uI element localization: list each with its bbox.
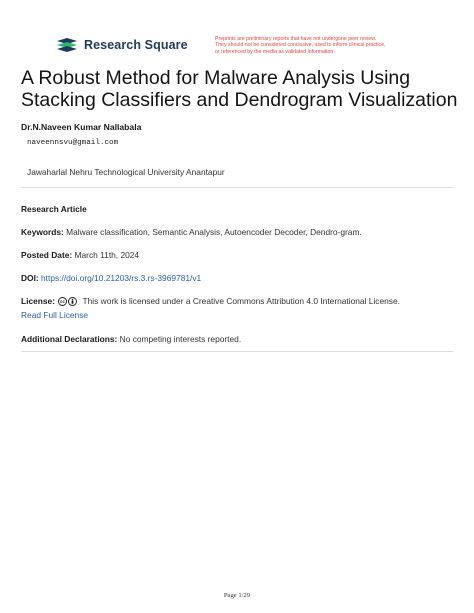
page-number: Page 1/29 — [223, 592, 251, 599]
research-square-logo[interactable] — [56, 37, 188, 53]
cc-icon — [59, 298, 67, 306]
license-label: License: — [21, 296, 55, 306]
article-type — [21, 204, 87, 215]
doi-label: DOI: — [21, 273, 39, 283]
posted-date-value: March 11th, 2024 — [74, 250, 140, 260]
logo-text: Research Square — [84, 38, 188, 52]
divider — [21, 187, 453, 188]
doi-link[interactable]: https://doi.org/10.21203/rs.3.rs-3969781/v1 — [41, 273, 202, 283]
declarations-value: No competing interests reported. — [119, 334, 242, 344]
research-square-logo-icon — [56, 37, 78, 53]
svg-text:cc: cc — [60, 299, 66, 305]
article-type-value: Research Article — [21, 204, 87, 214]
keywords-label: Keywords: — [21, 227, 64, 237]
author-email[interactable]: naveennsvu@gmail.com — [27, 139, 119, 147]
divider — [21, 351, 453, 352]
posted-date-label: Posted Date: — [21, 250, 73, 260]
keywords-value: Malware classification, Semantic Analysis, Autoencoder Decoder, Dendro-gram. — [66, 227, 362, 237]
preprint-disclaimer — [215, 36, 430, 55]
paper-title: A Robust Method for Malware Analysis Using Stacking Classifiers and Dendrogram Visualization — [21, 67, 458, 111]
cc-license-icons — [58, 297, 78, 306]
disclaimer-line: Preprints are preliminary reports that have not undergone peer review. — [215, 36, 377, 42]
declarations-label: Additional Declarations: — [21, 334, 118, 344]
author-name: Dr.N.Naveen Kumar Nallabala — [21, 122, 142, 132]
doi-row — [21, 273, 201, 284]
keywords-row — [21, 227, 362, 238]
declarations-row — [21, 334, 241, 345]
disclaimer-line: or referenced by the media as validated information. — [215, 48, 335, 55]
posted-date-row — [21, 250, 139, 261]
license-row — [21, 296, 400, 307]
by-icon — [69, 298, 77, 306]
read-full-license-row — [21, 310, 88, 321]
preprint-header — [0, 0, 474, 62]
author-affiliation: Jawaharlal Nehru Technological University Anantapur — [27, 167, 225, 177]
license-text: This work is licensed under a Creative Commons Attribution 4.0 International License. — [82, 296, 400, 306]
disclaimer-line: They should not be considered conclusive, used to inform clinical practice, — [215, 42, 386, 49]
read-full-license-link[interactable]: Read Full License — [21, 310, 89, 320]
